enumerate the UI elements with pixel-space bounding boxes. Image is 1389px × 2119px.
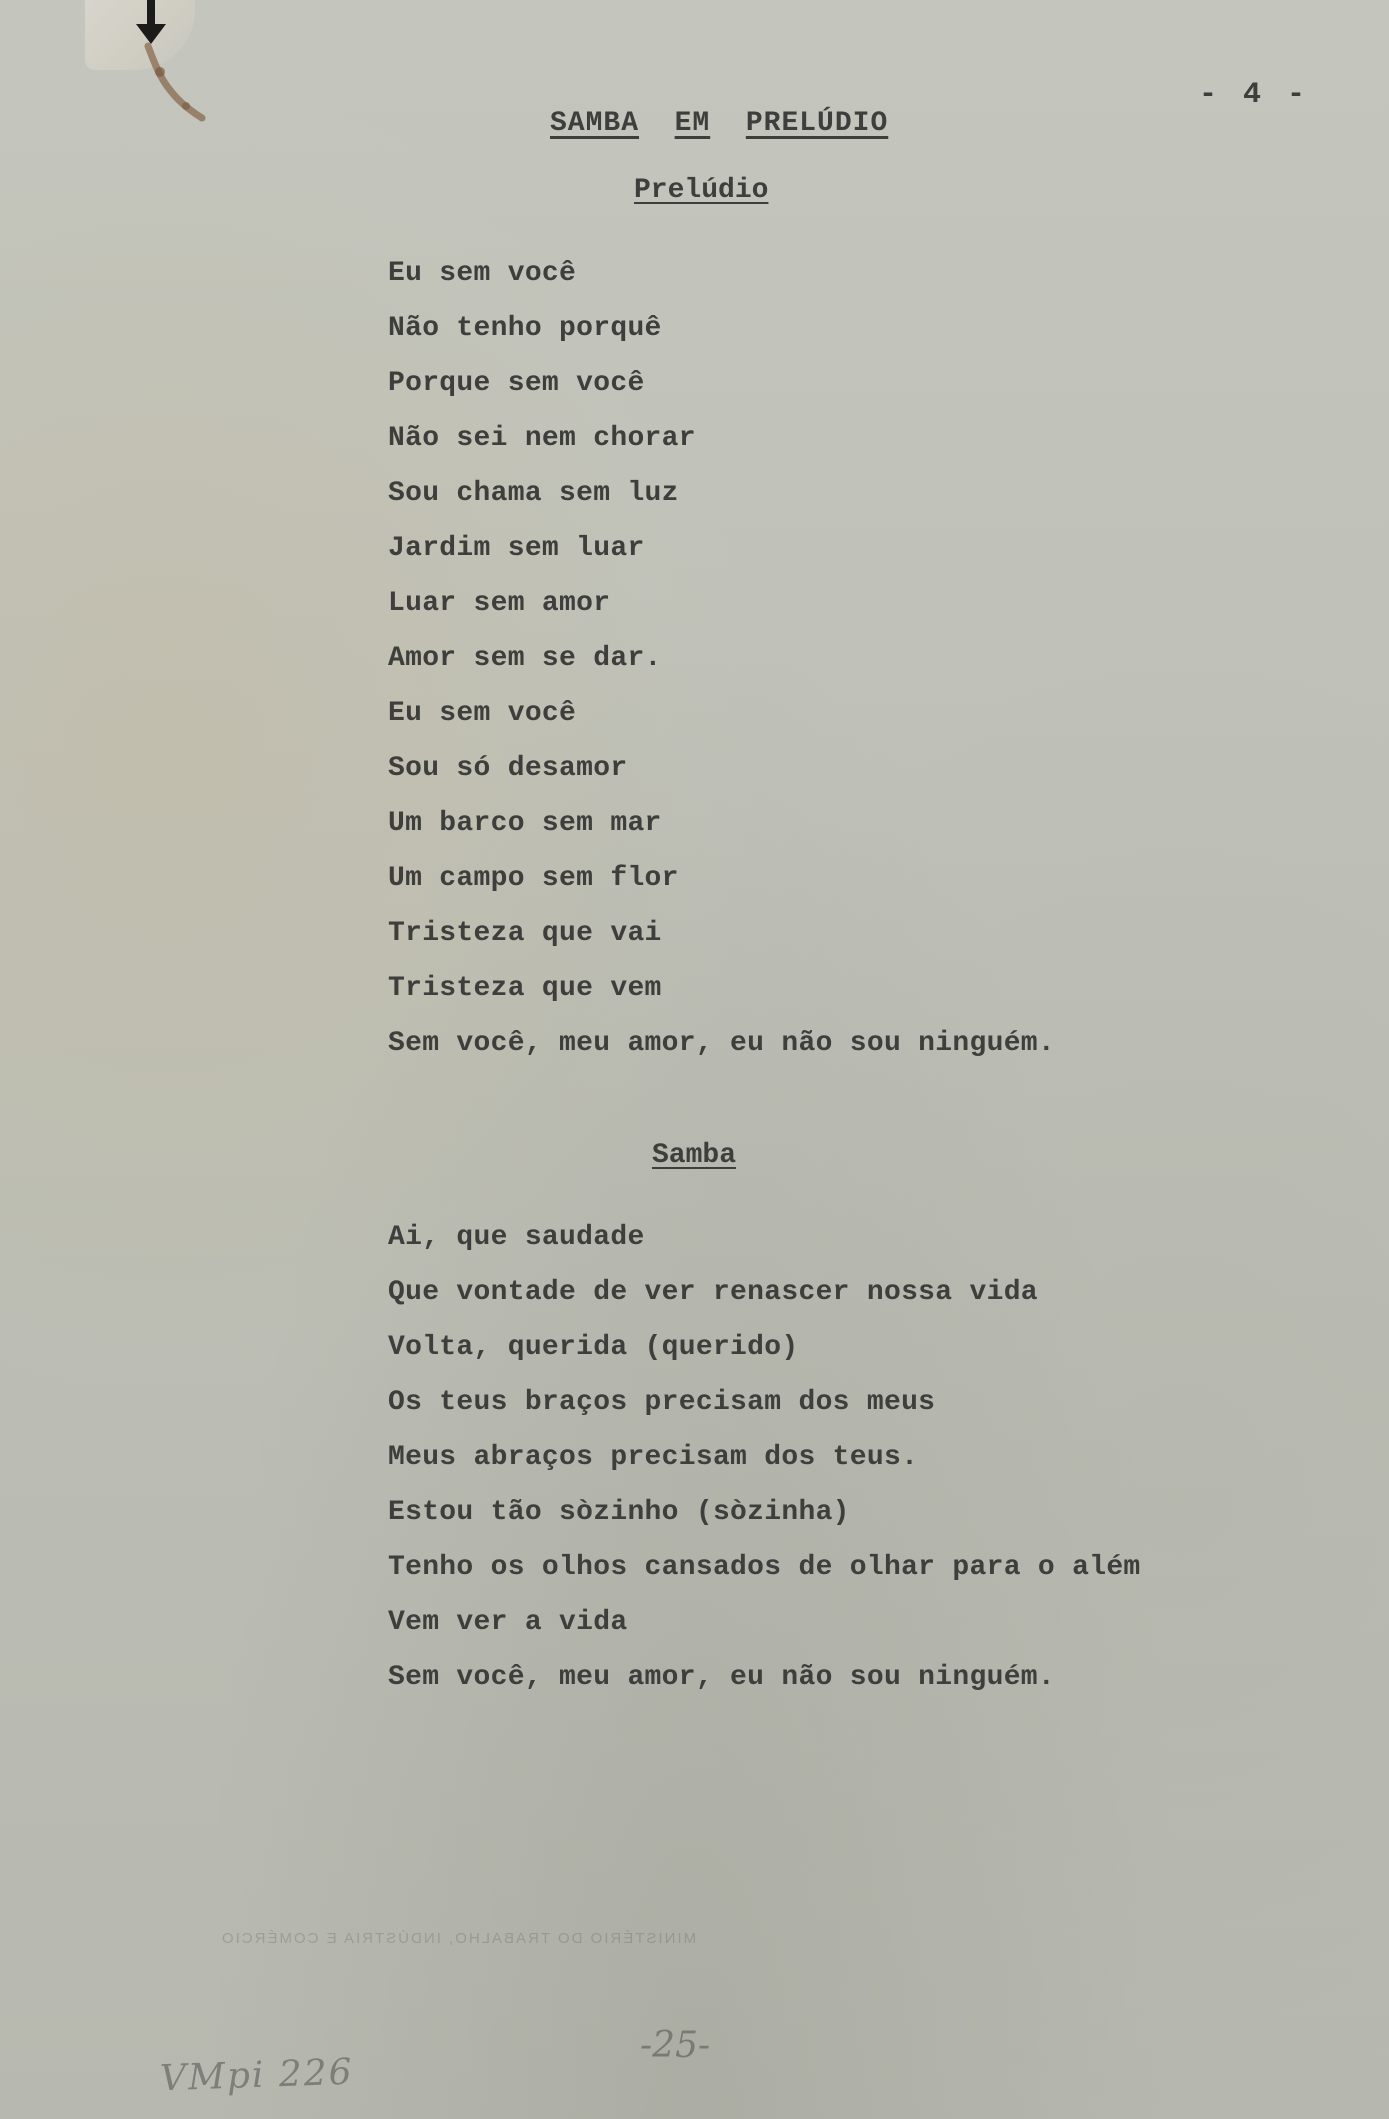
- lyric-line: Luar sem amor: [388, 588, 611, 619]
- document-title: [550, 108, 888, 139]
- title-word: SAMBA: [550, 108, 640, 139]
- title-word: PRELÚDIO: [745, 108, 889, 139]
- lyric-line: Amor sem se dar.: [388, 643, 662, 674]
- title-word: EM: [674, 108, 711, 139]
- folio-number: -25-: [640, 2025, 711, 2066]
- staple-arrow-icon: [136, 0, 166, 46]
- rust-stain-icon: [140, 42, 210, 122]
- lyric-line: Um barco sem mar: [388, 808, 662, 839]
- page-number: - 4 -: [1198, 78, 1309, 112]
- lyric-line: Sou só desamor: [388, 753, 628, 784]
- section-heading-preludio: Prelúdio: [634, 175, 769, 206]
- lyric-line: Volta, querida (querido): [388, 1332, 799, 1363]
- lyric-line: Um campo sem flor: [388, 863, 679, 894]
- lyric-line: Tristeza que vai: [388, 918, 662, 949]
- lyric-line: Que vontade de ver renascer nossa vida: [388, 1277, 1038, 1308]
- faint-stamp: MINISTÉRIO DO TRABALHO, INDÚSTRIA E COMÉRCIO: [220, 1930, 697, 1947]
- lyric-line: Tristeza que vem: [388, 973, 662, 1004]
- lyric-line: Não tenho porquê: [388, 313, 662, 344]
- verse-samba: [388, 1210, 1141, 1705]
- lyric-line: Ai, que saudade: [388, 1222, 645, 1253]
- lyric-line: Os teus braços precisam dos meus: [388, 1387, 936, 1418]
- lyric-line: Não sei nem chorar: [388, 423, 696, 454]
- verse-preludio: [388, 246, 1055, 1071]
- lyric-line: Eu sem você: [388, 698, 577, 729]
- archive-code: VMpi 226: [159, 2051, 355, 2100]
- section-heading-samba: Samba: [652, 1140, 737, 1171]
- lyric-line: Jardim sem luar: [388, 533, 645, 564]
- lyric-line: Porque sem você: [388, 368, 645, 399]
- lyric-line: Sou chama sem luz: [388, 478, 679, 509]
- lyric-line: Sem você, meu amor, eu não sou ninguém.: [388, 1662, 1056, 1693]
- lyric-line: Meus abraços precisam dos teus.: [388, 1442, 919, 1473]
- lyric-line: Vem ver a vida: [388, 1607, 628, 1638]
- lyric-line: Eu sem você: [388, 258, 577, 289]
- lyric-line: Sem você, meu amor, eu não sou ninguém.: [388, 1028, 1056, 1059]
- lyric-line: Estou tão sòzinho (sòzinha): [388, 1497, 850, 1528]
- lyric-line: Tenho os olhos cansados de olhar para o além: [388, 1552, 1141, 1583]
